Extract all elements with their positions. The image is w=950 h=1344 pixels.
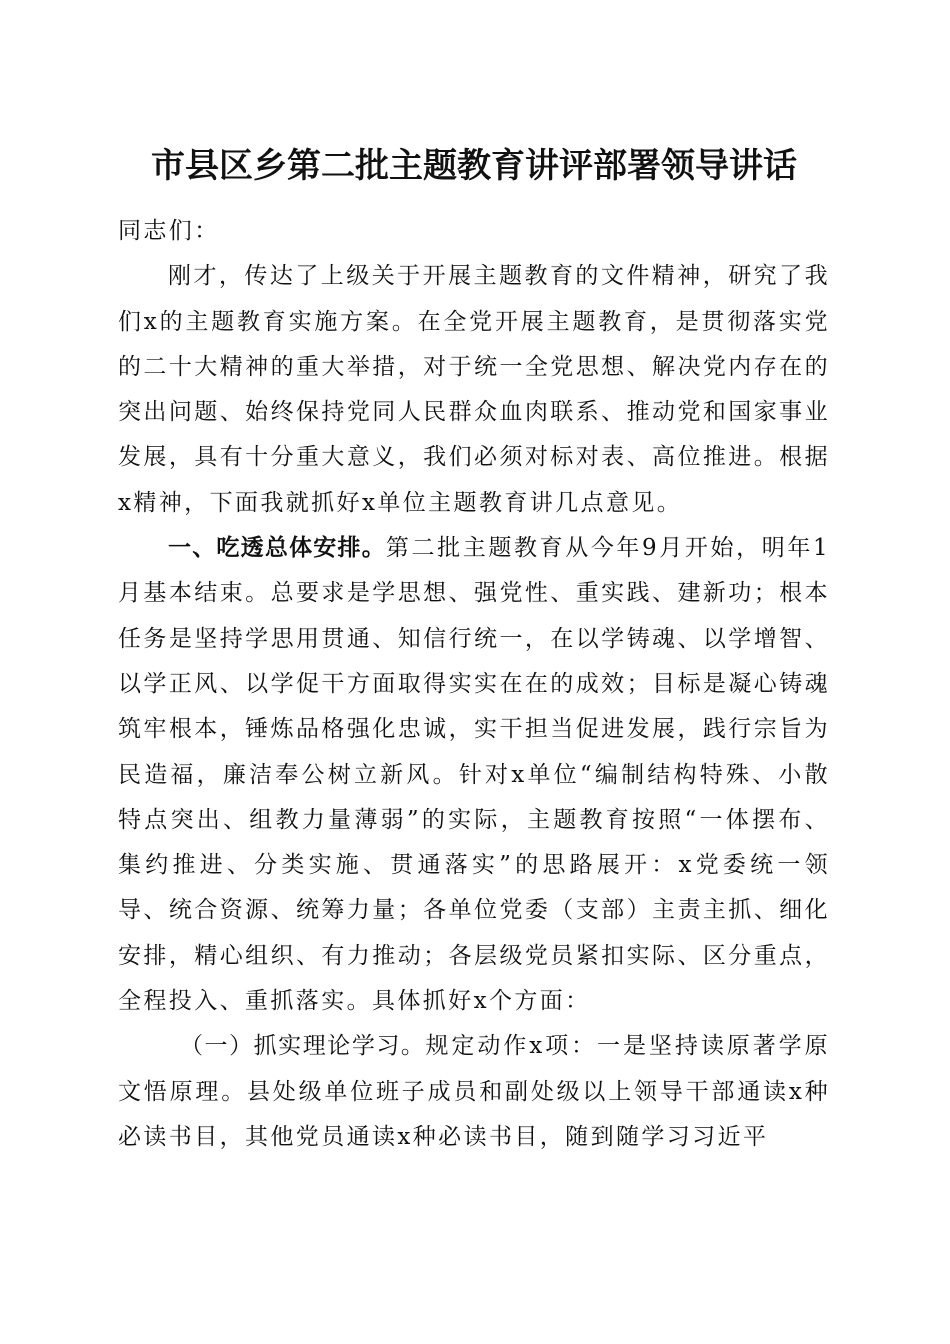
salutation: 同志们： [118, 218, 220, 244]
section-1-heading: 一、吃透总体安排。 [168, 535, 386, 562]
subsection-1-text: 规定动作x项：一是坚持读原著学原文悟原理。县处级单位班子成员和副处级以上领导干部通读x种必读书目，其他党员通读x种必读书目，随到随学习习近平 [118, 1033, 830, 1150]
subsection-1-paragraph [118, 1024, 830, 1160]
document-title: 市县区乡第二批主题教育讲评部署领导讲话 [151, 146, 797, 186]
section-1-paragraph [118, 526, 830, 1024]
intro-paragraph: 刚才，传达了上级关于开展主题教育的文件精神，研究了我们x的主题教育实施方案。在全党开展主题教育，是贯彻落实党的二十大精神的重大举措，对于统一全党思想、解决党内存在的突出问题、始终保持党同人民群众血肉联系、推动党和国家事业发展，具有十分重大意义，我们必须对标对表、高位推进。根据x精神，下面我就抓好x单位主题教育讲几点意见。 [118, 263, 830, 516]
section-1-text: 第二批主题教育从今年9月开始，明年1月基本结束。总要求是学思想、强党性、重实践、建新功；根本任务是坚持学思用贯通、知信行统一，在以学铸魂、以学增智、以学正风、以学促干方面取得实实在在的成效；目标是凝心铸魂筑牢根本，锤炼品格强化忠诚，实干担当促进发展，践行宗旨为民造福，廉洁奉公树立新风。针对x单位“编制结构特殊、小散特点突出、组教力量薄弱”的实际，主题教育按照“一体摆布、集约推进、分类实施、贯通落实”的思路展开：x党委统一领导、统合资源、统筹力量；各单位党委（支部）主责主抓、细化安排，精心组织、有力推动；各层级党员紧扣实际、区分重点，全程投入、重抓落实。具体抓好x个方面： [118, 535, 831, 1015]
document-body [118, 209, 830, 1160]
subsection-1-heading: （一）抓实理论学习。 [180, 1033, 426, 1060]
